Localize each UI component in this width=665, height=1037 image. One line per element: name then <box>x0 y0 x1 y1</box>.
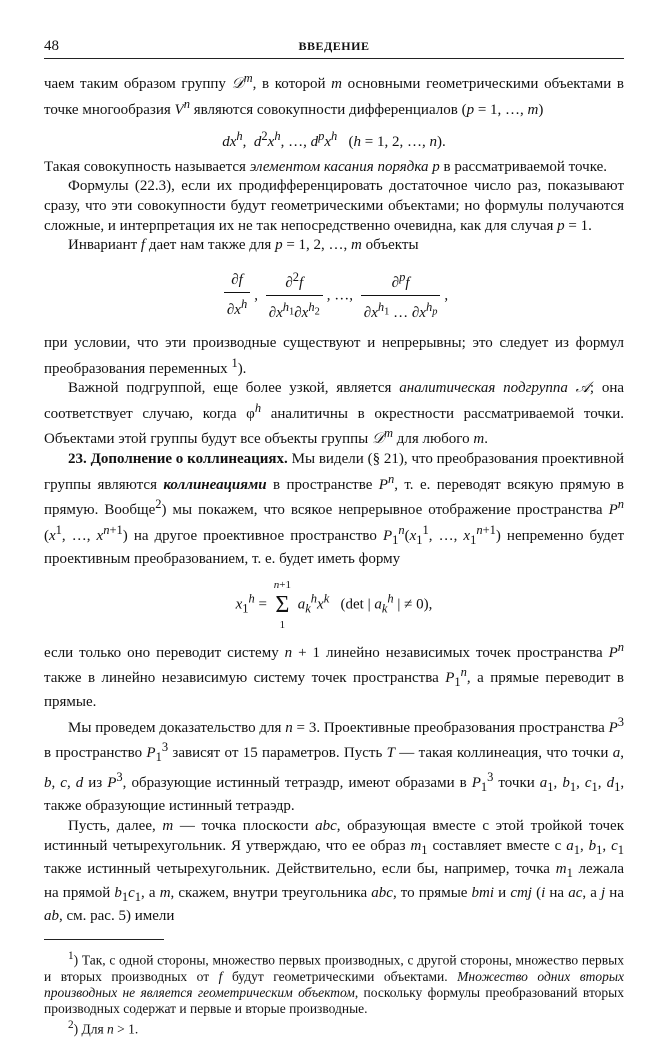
paragraph-conditions: при условии, что эти производные существуют и непрерывны; это следует из формул преобразования переменных $^1$). <box>44 334 624 379</box>
section-23-title: 23. Дополнение о коллинеациях. <box>68 451 288 467</box>
paragraph-analytic-subgroup: Важной подгруппой, еще более узкой, является аналитическая подгруппа 𝒜; она соответствует случаю, когда $\varphi^h$ аналитичны в окрестности рассматриваемой точки. Объектами этой группы будут все объекты группы 𝒟$^m$ для любого m. <box>44 379 624 450</box>
formula-differentials: $dx^h$, $d^2x^h$, …, $d^px^h$ (h = 1, 2, …, n). <box>44 127 624 153</box>
paragraph-formulas: Формулы (22.3), если их продифференцировать достаточное число раз, показывают сразу, что эти совокупности будут геометрическими объектами; но формулы получаются сложные, и интерпретация их не так непосредственно очевидна, как для случая p = 1. <box>44 177 624 236</box>
running-title: ВВЕДЕНИЕ <box>44 39 624 54</box>
section-23: 23. Дополнение о коллинеациях. Мы видели (§ 21), что преобразования проективной группы являются коллинеациями в пространстве $P^n$, т. е. переводят всякую прямую в прямую. Вообще$^2$) мы покажем, что всякое непрерывное отображение пространства $P^n$ ($x^1$, …, $x^{n+1}$) на другое проективное пространство $P_1^n(x_1^1$, …, $x_1^{n+1}$) непременно будет проективным преобразованием, т. е. будет иметь форму <box>44 450 624 570</box>
page-header <box>44 38 624 59</box>
page <box>44 38 624 1037</box>
footnotes <box>44 948 624 1037</box>
paragraph-proof: Мы проведем доказательство для n = 3. Проективные преобразования пространства $P^3$ в пространство $P_1^3$ зависят от 15 параметров. Пусть T — такая коллинеация, что точки a, b, c, d из $P^3$, образующие истинный тетраэдр, имеют образами в $P_1^3$ точки $a_1$, $b_1$, $c_1$, $d_1$, также образующие истинный тетраэдр. <box>44 713 624 817</box>
footnote-1: $^1$) Так, с одной стороны, множество первых производных, с другой стороны, множество первых и вторых производных от f будут геометрическими объектами. Множество одних вторых производных не является геометрическим объектом, поскольку формулы преобразований вторых производных содержат и первые и вторые производные. <box>44 948 624 1017</box>
paragraph-continuation: чаем таким образом группу 𝒟$^m$, в которой m основными геометрическими объектами в точке многообразия $V^n$ являются совокупности дифференциалов (p = 1, …, m) <box>44 69 624 120</box>
paragraph-contact-element: Такая совокупность называется элементом касания порядка p в рассматриваемой точке. <box>44 158 624 178</box>
page-number: 48 <box>44 38 59 55</box>
footnote-2: $^2$) Для n > 1. <box>44 1017 624 1037</box>
formula-partial-derivatives: $\frac{\partial f}{\partial x^h}$ , $\frac{\partial^2f}{\partial x^{h_1}\partial x^{h_2}}$ , …, $\frac{\partial^pf}{\partial x^{h_1} \dots \partial x^{h_p}}$ , <box>44 268 624 324</box>
paragraph-condition-points: если только оно переводит систему n + 1 линейно независимых точек пространства $P^n$ также в линейно независимую систему точек пространства $P_1^n$, а прямые переводит в прямые. <box>44 638 624 713</box>
paragraph-invariant: Инвариант f дает нам также для p = 1, 2, …, m объекты <box>44 236 624 256</box>
formula-projective-transform: $x_1^h$ = n+1 Σ 1 $a_k^hx^k$ (det | $a_k^h$ | ≠ 0), <box>44 578 624 632</box>
main-text <box>44 69 624 1037</box>
footnote-separator <box>44 939 164 940</box>
paragraph-quadrilateral: Пусть, далее, m — точка плоскости abc, образующая вместе с этой тройкой точек истинный четырехугольник. Я утверждаю, что ее образ $m_1$ составляет вместе с $a_1$, $b_1$, $c_1$ также истинный четырехугольник. Действительно, если бы, например, точка $m_1$ лежала на прямой $b_1c_1$, а m, скажем, внутри треугольника abc, то прямые bmi и cmj (i на ac, а j на ab, см. рас. 5) имели <box>44 817 624 927</box>
